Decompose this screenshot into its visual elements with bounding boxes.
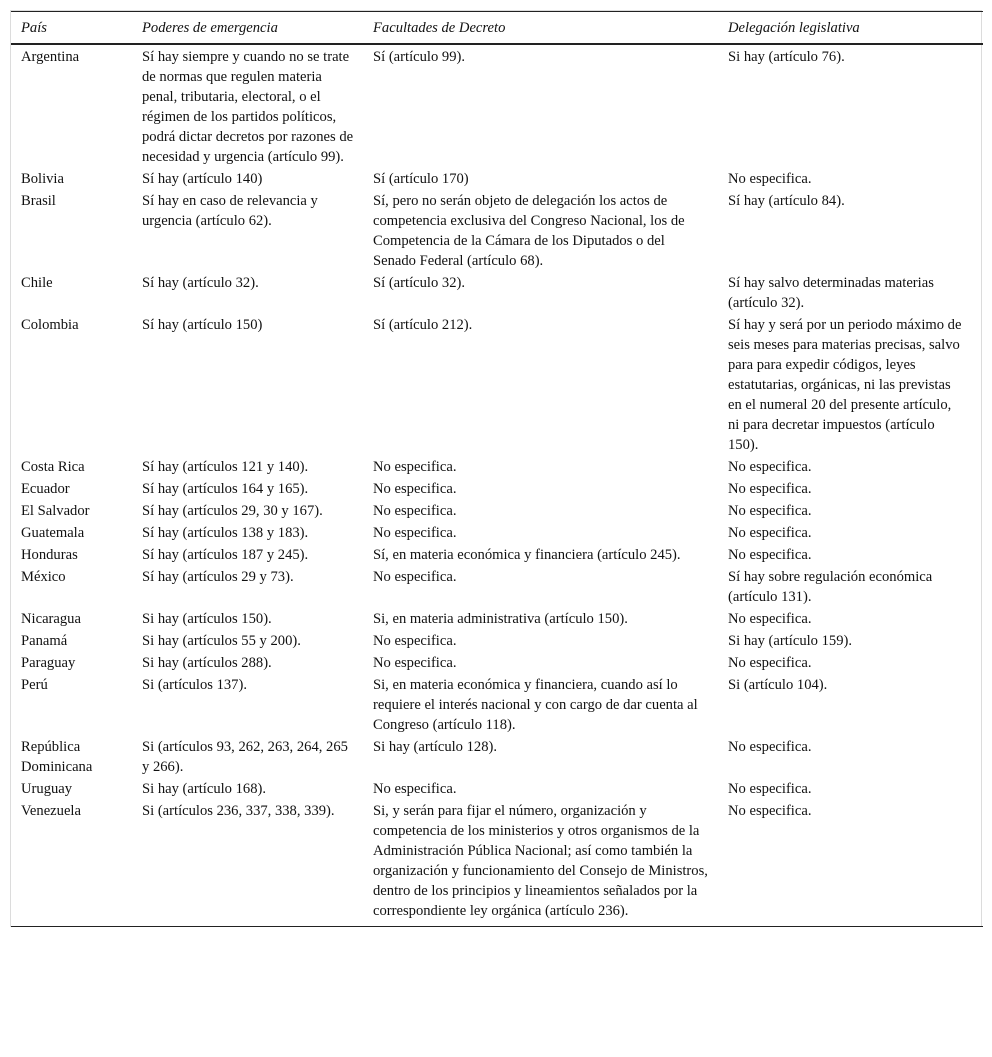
table-row (11, 608, 983, 630)
cell-facultades-decreto: Si, y serán para fijar el número, organización y competencia de los ministerios y otros organismos de la Administración Pública Nacional; así como también la organización y funcionamiento del Consejo de Ministros, dentro de los principios y lineamientos señalados por la correspondiente ley orgánica (artículo 236). (363, 800, 718, 927)
cell-pais: Costa Rica (21, 459, 85, 475)
cell-facultades-decreto: Si hay (artículo 128). (373, 739, 498, 755)
table-row (11, 168, 983, 190)
cell-delegacion-legislativa: Sí hay salvo determinadas materias (artículo 32). (728, 275, 934, 311)
cell-poderes-emergencia: Sí hay (artículos 187 y 245). (142, 547, 309, 563)
cell-poderes-emergencia: Sí hay (artículo 150) (142, 317, 263, 333)
cell-facultades-decreto: No especifica. (373, 481, 457, 497)
cell-delegacion-legislativa: No especifica. (728, 611, 812, 627)
cell-pais: Honduras (21, 547, 78, 563)
cell-facultades-decreto: Sí, en materia económica y financiera (artículo 245). (373, 547, 681, 563)
table-row (11, 736, 983, 778)
cell-pais: Argentina (21, 49, 80, 65)
cell-facultades-decreto: Si, en materia económica y financiera, cuando así lo requiere el interés nacional y con cargo de dar cuenta al Congreso (artículo 118). (373, 677, 698, 733)
cell-pais: Nicaragua (21, 611, 81, 627)
comparison-table (11, 11, 983, 927)
cell-pais: Uruguay (21, 781, 73, 797)
table-body (11, 44, 983, 927)
table-row (11, 800, 983, 927)
table-row (11, 272, 983, 314)
cell-poderes-emergencia: Si (artículos 137). (142, 677, 247, 693)
cell-facultades-decreto: No especifica. (373, 525, 457, 541)
cell-poderes-emergencia: Si hay (artículos 55 y 200). (142, 633, 301, 649)
cell-facultades-decreto: No especifica. (373, 459, 457, 475)
cell-pais: Perú (21, 677, 48, 693)
table-row (11, 456, 983, 478)
header-facultades-decreto: Facultades de Decreto (363, 12, 718, 45)
table-row (11, 652, 983, 674)
cell-poderes-emergencia: Si hay (artículos 288). (142, 655, 272, 671)
cell-facultades-decreto: Sí (artículo 212). (373, 317, 473, 333)
cell-delegacion-legislativa: No especifica. (728, 655, 812, 671)
cell-delegacion-legislativa: No especifica. (718, 800, 983, 927)
cell-pais: Ecuador (21, 481, 70, 497)
table-row (11, 500, 983, 522)
cell-poderes-emergencia: Sí hay (artículo 140) (142, 171, 263, 187)
header-poderes-emergencia: Poderes de emergencia (132, 12, 363, 45)
table-row (11, 674, 983, 736)
cell-pais: República Dominicana (21, 739, 93, 775)
cell-pais: México (21, 569, 66, 585)
cell-poderes-emergencia: Sí hay en caso de relevancia y urgencia (artículo 62). (142, 193, 318, 229)
cell-poderes-emergencia: Si (artículos 236, 337, 338, 339). (132, 800, 363, 927)
table-row (11, 522, 983, 544)
cell-delegacion-legislativa: No especifica. (728, 547, 812, 563)
cell-facultades-decreto: No especifica. (373, 633, 457, 649)
table-row (11, 314, 983, 456)
cell-delegacion-legislativa: Si hay (artículo 159). (728, 633, 853, 649)
cell-delegacion-legislativa: No especifica. (728, 459, 812, 475)
cell-poderes-emergencia: Si hay (artículos 150). (142, 611, 272, 627)
cell-pais: Venezuela (11, 800, 132, 927)
cell-delegacion-legislativa: No especifica. (728, 171, 812, 187)
cell-facultades-decreto: No especifica. (373, 781, 457, 797)
header-delegacion-legislativa: Delegación legislativa (718, 12, 983, 45)
cell-facultades-decreto: No especifica. (373, 655, 457, 671)
cell-facultades-decreto: Sí (artículo 170) (373, 171, 469, 187)
cell-poderes-emergencia: Sí hay (artículos 29 y 73). (142, 569, 294, 585)
cell-delegacion-legislativa: No especifica. (728, 525, 812, 541)
table-row (11, 190, 983, 272)
cell-poderes-emergencia: Sí hay (artículos 29, 30 y 167). (142, 503, 323, 519)
cell-poderes-emergencia: Sí hay (artículos 164 y 165). (142, 481, 309, 497)
table-container (10, 10, 982, 927)
cell-pais: Panamá (21, 633, 68, 649)
cell-pais: Brasil (21, 193, 56, 209)
cell-facultades-decreto: Si, en materia administrativa (artículo 150). (373, 611, 628, 627)
cell-delegacion-legislativa: Si hay (artículo 76). (728, 49, 845, 65)
table-row (11, 566, 983, 608)
cell-delegacion-legislativa: No especifica. (728, 739, 812, 755)
cell-delegacion-legislativa: Sí hay y será por un periodo máximo de seis meses para materias precisas, salvo para para expedir códigos, leyes estatutarias, orgánicas, ni las previstas en el numeral 20 del presente artículo, ni para decretar impuestos (artículo 150). (728, 317, 962, 453)
table-row (11, 778, 983, 800)
table-row (11, 544, 983, 566)
cell-delegacion-legislativa: Sí hay (artículo 84). (728, 193, 845, 209)
cell-poderes-emergencia: Si hay (artículo 168). (142, 781, 267, 797)
cell-pais: Colombia (21, 317, 79, 333)
cell-delegacion-legislativa: Sí hay sobre regulación económica (artículo 131). (728, 569, 933, 605)
cell-facultades-decreto: Sí, pero no serán objeto de delegación los actos de competencia exclusiva del Congreso Nacional, los de Competencia de la Cámara de los Diputados o del Senado Federal (artículo 68). (373, 193, 685, 269)
cell-pais: Guatemala (21, 525, 85, 541)
cell-facultades-decreto: No especifica. (373, 569, 457, 585)
cell-poderes-emergencia: Sí hay siempre y cuando no se trate de normas que regulen materia penal, tributaria, electoral, o el régimen de los partidos políticos, podrá dictar decretos por razones de necesidad y urgencia (artículo 99). (142, 49, 354, 165)
cell-poderes-emergencia: Sí hay (artículos 138 y 183). (142, 525, 309, 541)
cell-poderes-emergencia: Si (artículos 93, 262, 263, 264, 265 y 266). (142, 739, 348, 775)
table-row (11, 44, 983, 168)
cell-delegacion-legislativa: No especifica. (728, 781, 812, 797)
cell-poderes-emergencia: Sí hay (artículos 121 y 140). (142, 459, 309, 475)
cell-delegacion-legislativa: No especifica. (728, 481, 812, 497)
cell-pais: Paraguay (21, 655, 76, 671)
cell-pais: Chile (21, 275, 53, 291)
cell-delegacion-legislativa: Si (artículo 104). (728, 677, 828, 693)
cell-delegacion-legislativa: No especifica. (728, 503, 812, 519)
cell-facultades-decreto: No especifica. (373, 503, 457, 519)
cell-pais: El Salvador (21, 503, 90, 519)
table-row (11, 630, 983, 652)
cell-pais: Bolivia (21, 171, 64, 187)
cell-poderes-emergencia: Sí hay (artículo 32). (142, 275, 259, 291)
table-header (11, 12, 983, 45)
header-pais: País (11, 12, 132, 45)
cell-facultades-decreto: Sí (artículo 32). (373, 275, 466, 291)
table-row (11, 478, 983, 500)
cell-facultades-decreto: Sí (artículo 99). (373, 49, 466, 65)
header-row (11, 12, 983, 45)
